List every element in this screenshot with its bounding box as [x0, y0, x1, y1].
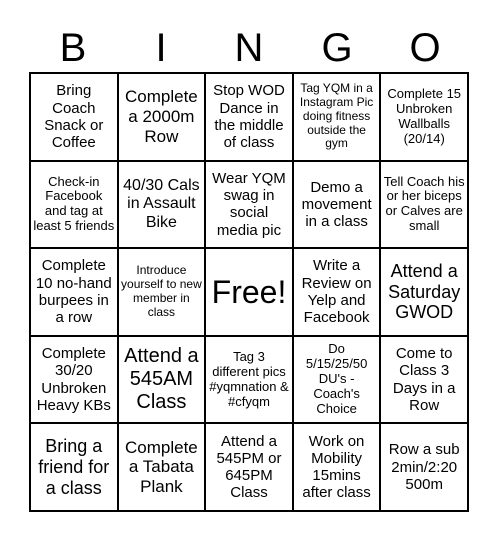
- cell-text: Complete a Tabata Plank: [125, 437, 198, 496]
- bingo-cell[interactable]: [380, 423, 468, 511]
- bingo-cell[interactable]: [118, 73, 206, 161]
- cell-text: Complete 30/20 Unbroken Heavy KBs: [36, 345, 111, 414]
- header-letter-n: N: [234, 25, 264, 70]
- bingo-cell[interactable]: [380, 161, 468, 249]
- cell-text: Complete 10 no-hand burpees in a row: [35, 257, 112, 327]
- cell-text: Introduce yourself to new member in class: [121, 263, 202, 319]
- bingo-cell[interactable]: [380, 73, 468, 161]
- cell-text: Attend a Saturday GWOD: [388, 260, 461, 323]
- cell-text: Tell Coach his or her biceps or Calves are small: [383, 173, 465, 234]
- cell-text: Check-in Facebook and tag at least 5 friends: [33, 173, 115, 234]
- cell-text: Attend a 545AM Class: [124, 345, 199, 414]
- bingo-cell[interactable]: [205, 161, 293, 249]
- cell-text: Complete a 2000m Row: [125, 87, 198, 146]
- bingo-cell[interactable]: [30, 336, 118, 424]
- bingo-cell[interactable]: [30, 423, 118, 511]
- cell-text: Attend a 545PM or 645PM Class: [216, 432, 282, 502]
- bingo-cell[interactable]: [118, 423, 206, 511]
- bingo-cell[interactable]: [205, 336, 293, 424]
- bingo-cell[interactable]: [293, 423, 381, 511]
- bingo-cell[interactable]: [205, 73, 293, 161]
- bingo-free-cell[interactable]: [205, 248, 293, 336]
- bingo-cell[interactable]: [118, 248, 206, 336]
- cell-text: Bring a friend for a class: [38, 436, 110, 498]
- bingo-cell[interactable]: [293, 336, 381, 424]
- bingo-cell[interactable]: [30, 73, 118, 161]
- cell-text: Stop WOD Dance in the middle of class: [213, 82, 285, 152]
- bingo-cell[interactable]: [30, 161, 118, 249]
- cell-text: Come to Class 3 Days in a Row: [392, 345, 456, 414]
- bingo-cell[interactable]: [30, 248, 118, 336]
- bingo-cell[interactable]: [380, 248, 468, 336]
- cell-text: Work on Mobility 15mins after class: [302, 432, 371, 502]
- cell-text: Tag YQM in a Instagram Pic doing fitness outside the gym: [299, 81, 374, 151]
- header-letter-o: O: [409, 25, 441, 70]
- cell-text: Write a Review on Yelp and Facebook: [301, 257, 372, 327]
- bingo-cell[interactable]: [118, 336, 206, 424]
- bingo-grid: [29, 72, 469, 512]
- cell-text: 40/30 Cals in Assault Bike: [123, 176, 200, 231]
- bingo-header: [29, 24, 469, 72]
- cell-text: Complete 15 Unbroken Wallballs (20/14): [387, 85, 462, 146]
- bingo-cell[interactable]: [293, 248, 381, 336]
- header-letter-i: I: [155, 25, 167, 70]
- bingo-cell[interactable]: [293, 161, 381, 249]
- cell-text: Row a sub 2min/2:20 500m: [388, 441, 460, 493]
- header-letter-g: G: [321, 25, 353, 70]
- cell-text: Demo a movement in a class: [301, 178, 372, 231]
- cell-text: Tag 3 different pics #yqmnation & #cfyqm: [209, 348, 289, 409]
- cell-text: Bring Coach Snack or Coffee: [44, 82, 104, 152]
- bingo-cell[interactable]: [293, 73, 381, 161]
- cell-text: Do 5/15/25/50 DU's - Coach's Choice: [305, 341, 368, 416]
- header-letter-b: B: [59, 25, 87, 70]
- bingo-cell[interactable]: [205, 423, 293, 511]
- cell-text: Wear YQM swag in social media pic: [212, 169, 286, 239]
- bingo-cell[interactable]: [380, 336, 468, 424]
- bingo-cell[interactable]: [118, 161, 206, 249]
- cell-text: Free!: [211, 273, 287, 310]
